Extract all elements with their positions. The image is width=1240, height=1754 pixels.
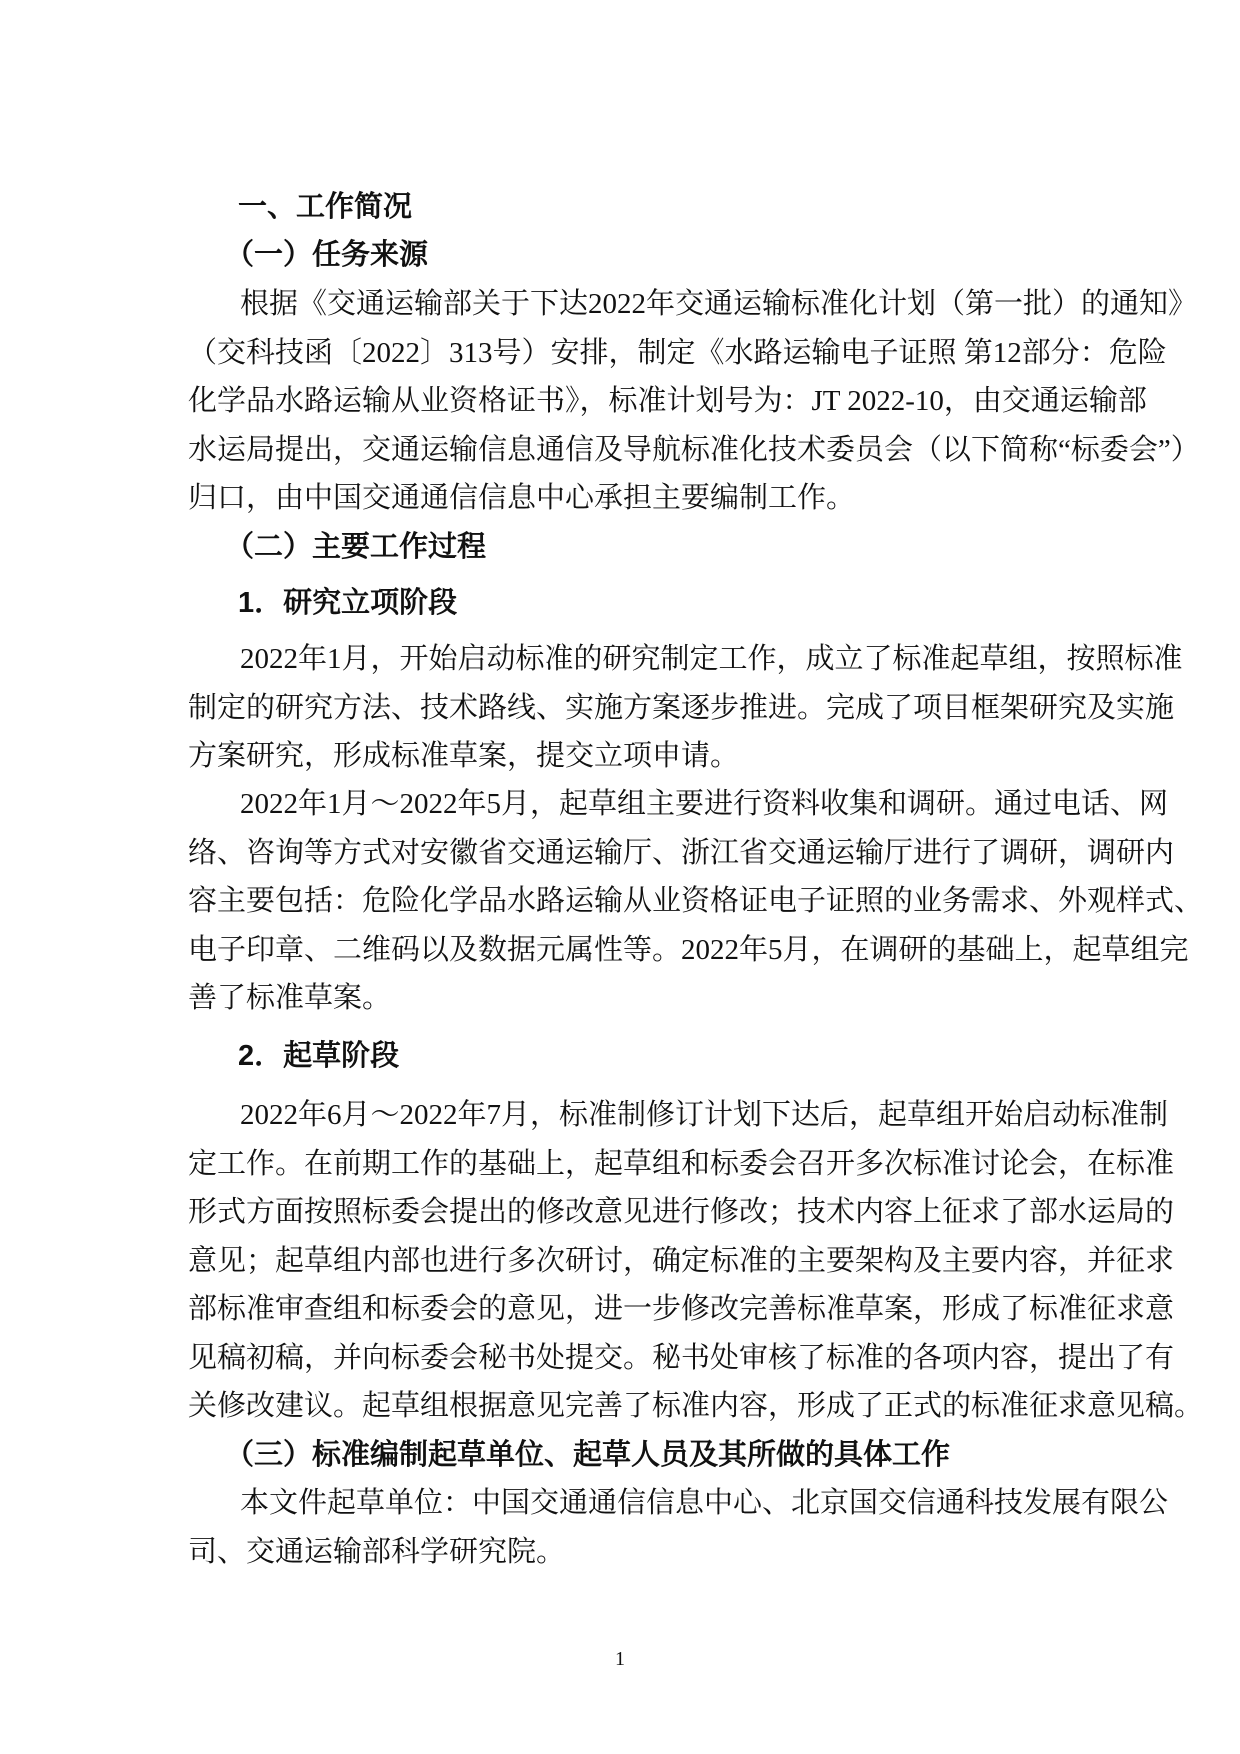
text-line: 制定的研究方法、技术路线、实施方案逐步推进。完成了项目框架研究及实施 — [188, 691, 1175, 724]
text-line: 归口，由中国交通通信信息中心承担主要编制工作。 — [188, 482, 856, 514]
text-line: 水运局提出，交通运输信息通信及导航标准化技术委员会（以下简称“标委会”） — [188, 433, 1200, 466]
heading-text: （一）任务来源 — [225, 239, 429, 271]
text-line: 容主要包括：危险化学品水路运输从业资格证电子证照的业务需求、外观样式、 — [188, 885, 1204, 917]
section-heading — [238, 183, 1102, 232]
text-line: 关修改建议。起草组根据意见完善了标准内容，形成了正式的标准征求意见稿。 — [188, 1390, 1204, 1422]
text-line: 2022年1月，开始启动标准的研究制定工作，成立了标准起草组，按照标准 — [240, 643, 1183, 675]
text-line: 司、交通运输部科学研究院。 — [188, 1535, 566, 1568]
step-heading-drafting — [238, 1032, 1102, 1081]
subsection-heading-work-process — [225, 523, 1089, 572]
text-line: 根据《交通运输部关于下达2022年交通运输标准化计划（第一批）的通知》 — [240, 288, 1198, 320]
paragraph-research-1 — [188, 635, 1183, 781]
text-line: 意见；起草组内部也进行多次研讨，确定标准的主要架构及主要内容，并征求 — [188, 1244, 1175, 1277]
paragraph-drafting — [188, 1091, 1204, 1431]
text-line: 2022年6月～2022年7月，标准制修订计划下达后，起草组开始启动标准制 — [240, 1099, 1169, 1131]
text-line: 方案研究，形成标准草案，提交立项申请。 — [188, 740, 740, 772]
step-heading-research — [238, 579, 1102, 628]
heading-text: 一、工作简况 — [238, 191, 413, 223]
heading-text: （二）主要工作过程 — [225, 531, 487, 563]
subsection-heading-drafting-units — [225, 1431, 1089, 1480]
text-line: 本文件起草单位：中国交通通信信息中心、北京国交信通科技发展有限公 — [240, 1487, 1169, 1519]
text-line: 电子印章、二维码以及数据元属性等。2022年5月，在调研的基础上，起草组完 — [188, 933, 1189, 966]
text-line: 见稿初稿，并向标委会秘书处提交。秘书处审核了标准的各项内容，提出了有 — [188, 1341, 1175, 1374]
heading-text: 2．起草阶段 — [238, 1040, 400, 1072]
subsection-heading-task-source — [225, 231, 1089, 280]
text-line: 2022年1月～2022年5月，起草组主要进行资料收集和调研。通过电话、网 — [240, 788, 1169, 820]
text-line: 形式方面按照标委会提出的修改意见进行修改；技术内容上征求了部水运局的 — [188, 1196, 1175, 1228]
text-line: （交科技函〔2022〕313号）安排，制定《水路运输电子证照 第12部分：危险 — [188, 336, 1167, 369]
text-line: 化学品水路运输从业资格证书》，标准计划号为：JT 2022-10，由交通运输部 — [188, 385, 1147, 417]
page-number: 1 — [615, 1648, 625, 1670]
text-line: 络、咨询等方式对安徽省交通运输厅、浙江省交通运输厅进行了调研，调研内 — [188, 836, 1175, 869]
heading-text: （三）标准编制起草单位、起草人员及其所做的具体工作 — [225, 1439, 951, 1471]
paragraph-drafting-units — [188, 1479, 1169, 1576]
heading-text: 1．研究立项阶段 — [238, 587, 458, 619]
text-line: 善了标准草案。 — [188, 982, 392, 1014]
text-line: 部标准审查组和标委会的意见，进一步修改完善标准草案，形成了标准征求意 — [188, 1293, 1175, 1325]
paragraph-task-source — [188, 280, 1200, 523]
text-line: 定工作。在前期工作的基础上，起草组和标委会召开多次标准讨论会，在标准 — [188, 1147, 1175, 1180]
paragraph-research-2 — [188, 780, 1204, 1023]
